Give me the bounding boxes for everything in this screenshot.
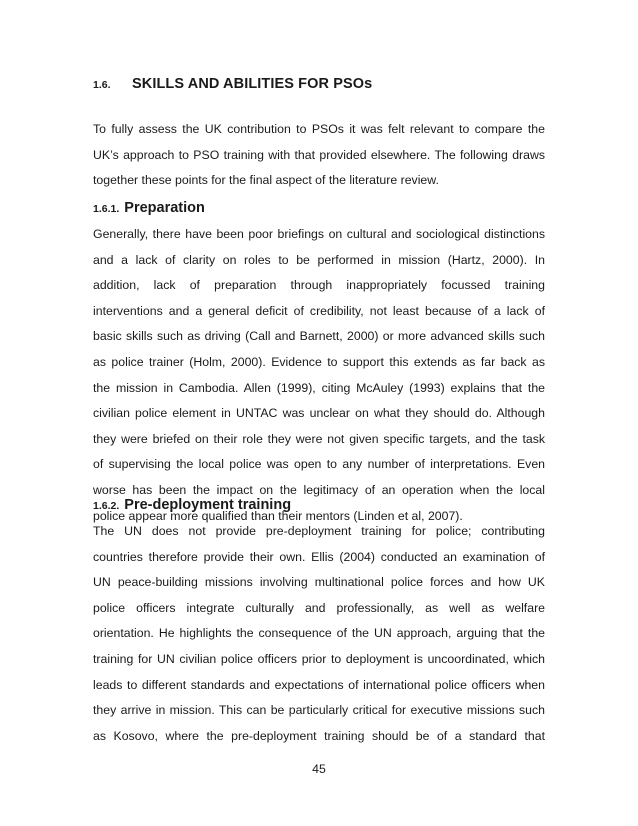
paragraph-line: To fully assess the UK contribution to PSOs it was felt relevant to compare the xyxy=(93,122,545,136)
paragraph-line: worse has been the impact on the legitimacy of an operation when the local xyxy=(93,482,545,497)
paragraph-line: and a lack of clarity on roles to be performed in mission (Hartz, 2000). In xyxy=(93,252,545,267)
paragraph-line: The UN does not provide pre-deployment training for police; contributing xyxy=(93,524,545,538)
paragraph-line: of supervising the local police was open to any number of interpretations. Even xyxy=(93,457,545,472)
paragraph-line: police appear more qualified than their mentors (Linden et al, 2007). xyxy=(93,508,463,523)
paragraph-line: interventions and a general deficit of credibility, not least because of a lack of xyxy=(93,303,545,318)
subsection-number: 1.6.2. xyxy=(93,500,120,512)
paragraph-line: countries therefore provide their own. Ellis (2004) conducted an examination of xyxy=(93,549,545,564)
paragraph-line: addition, lack of preparation through inappropriately focussed training xyxy=(93,278,545,293)
paragraph-line: Generally, there have been poor briefings on cultural and sociological distinctions xyxy=(93,227,545,241)
paragraph-line: they were briefed on their role they were not given specific targets, and the task xyxy=(93,431,545,446)
section-heading xyxy=(93,76,372,92)
subsection-title: Pre-deployment training xyxy=(124,497,292,513)
subsection-heading-pre-deployment xyxy=(93,497,291,513)
paragraph-line: basic skills such as driving (Call and Barnett, 2000) or more advanced skills such xyxy=(93,329,545,344)
paragraph-line: as police trainer (Holm, 2000). Evidence to support this extends as far back as xyxy=(93,354,545,369)
paragraph-line: the mission in Cambodia. Allen (1999), citing McAuley (1993) explains that the xyxy=(93,380,545,395)
paragraph-line: civilian police element in UNTAC was unclear on what they should do. Although xyxy=(93,406,545,421)
subsection-heading-preparation xyxy=(93,200,205,216)
subsection-title: Preparation xyxy=(124,200,205,216)
section-number: 1.6. xyxy=(93,79,111,91)
pre-deployment-paragraph xyxy=(93,519,545,749)
paragraph-line: orientation. He highlights the consequence of the UN approach, arguing that the xyxy=(93,626,545,641)
paragraph-line: as Kosovo, where the pre-deployment training should be of a standard that xyxy=(93,728,545,743)
paragraph-line: leads to different standards and expectations of international police officers when xyxy=(93,677,545,692)
paragraph-line: UN peace-building missions involving multinational police forces and how UK xyxy=(93,575,545,590)
section-title: SKILLS AND ABILITIES FOR PSOs xyxy=(132,76,373,92)
paragraph-line: together these points for the final aspect of the literature review. xyxy=(93,173,439,188)
paragraph-line: police officers integrate culturally and professionally, as well as welfare xyxy=(93,600,545,615)
paragraph-line: UK’s approach to PSO training with that provided elsewhere. The following draws xyxy=(93,147,545,162)
intro-paragraph xyxy=(93,117,545,194)
page-number: 45 xyxy=(312,762,326,776)
preparation-paragraph xyxy=(93,222,545,529)
paragraph-line: they arrive in mission. This can be particularly critical for executive missions such xyxy=(93,703,545,718)
subsection-number: 1.6.1. xyxy=(93,203,120,215)
paragraph-line: training for UN civilian police officers prior to deployment is uncoordinated, which xyxy=(93,651,545,666)
